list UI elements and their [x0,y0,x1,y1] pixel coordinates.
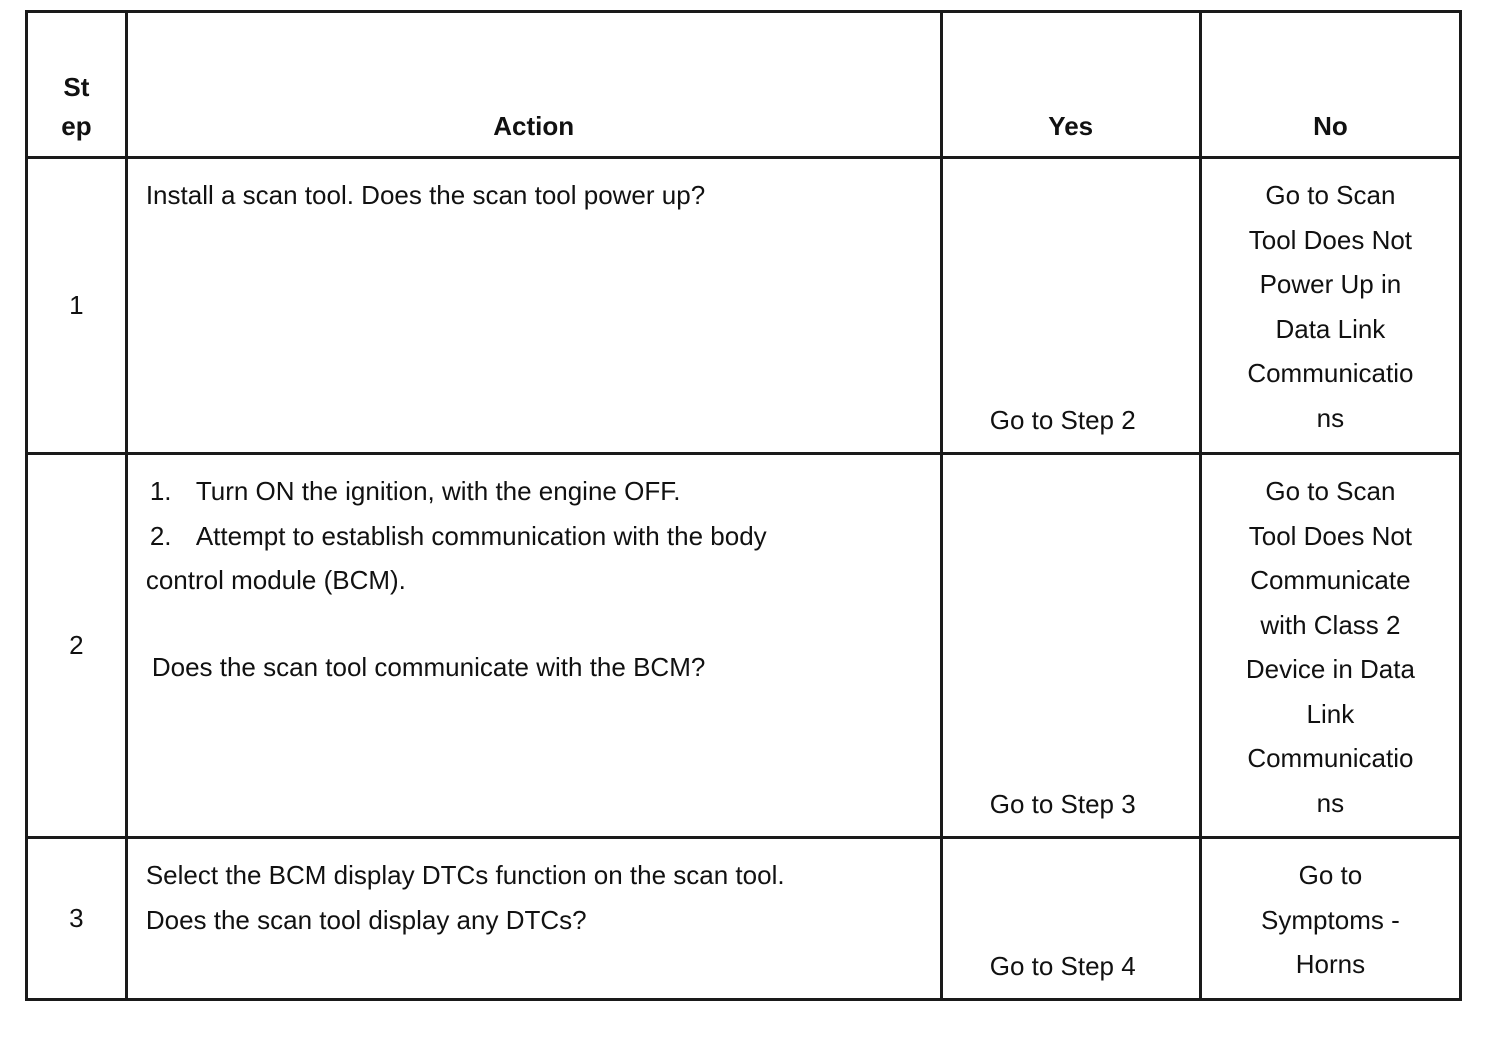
no-line: Communicate [1250,565,1411,595]
table-row [27,838,1461,1000]
table-row [27,158,1461,454]
table-row [27,454,1461,838]
action-list-item [146,514,930,559]
header-no: No [1200,12,1460,158]
yes-goto: Go to Step 3 [989,788,1136,819]
yes-cell [941,454,1200,838]
no-cell [1200,158,1460,454]
no-line: with Class 2 [1260,609,1401,640]
no-line: Data Link [1275,313,1386,344]
no-line: Tool Does Not [1248,224,1413,255]
no-line: Power Up in [1259,269,1402,299]
no-line: ns [1316,402,1345,433]
header-step-line2: ep [61,111,92,141]
header-step [27,12,127,158]
action-line: Select the BCM display DTCs function on the scan tool. [145,860,785,890]
list-item-number: 1. [149,476,172,506]
no-cell [1200,454,1460,838]
list-item-number: 2. [149,520,172,551]
no-line: Horns [1295,949,1366,979]
list-item-text: Attempt to establish communication with the body [195,520,767,551]
header-step-line1: St [63,72,90,102]
no-line: Link [1306,698,1355,729]
yes-cell [941,158,1200,454]
action-text: Install a scan tool. Does the scan tool power up? [145,180,706,210]
action-question: Does the scan tool communicate with the BCM? [151,651,706,682]
table-header-row [27,12,1461,158]
action-continuation: control module (BCM). [145,565,406,595]
no-line: Device in Data [1245,654,1415,684]
no-line: Tool Does Not [1248,520,1413,551]
yes-goto: Go to Step 4 [989,950,1136,981]
header-action: Action [126,12,941,158]
no-line: Communicatio [1247,743,1414,773]
no-line: Symptoms - [1261,904,1400,935]
list-item-text: Turn ON the ignition, with the engine OFF. [195,476,681,506]
yes-cell [941,838,1200,1000]
no-line: ns [1316,787,1345,818]
header-yes: Yes [941,12,1200,158]
step-number: 2 [27,454,127,838]
action-list-item [146,469,930,514]
step-number: 1 [27,158,127,454]
no-cell [1200,838,1460,1000]
action-cell [126,158,941,454]
no-line: Go to Scan [1265,180,1396,210]
no-line: Communicatio [1247,358,1414,388]
spacer [146,603,930,645]
yes-goto: Go to Step 2 [989,404,1136,435]
step-number: 3 [27,838,127,1000]
action-cell [126,838,941,1000]
no-line: Go to Scan [1265,476,1396,506]
diagnostic-table [25,10,1462,1001]
action-cell [126,454,941,838]
no-line: Go to [1298,860,1363,890]
action-line: Does the scan tool display any DTCs? [145,904,587,935]
